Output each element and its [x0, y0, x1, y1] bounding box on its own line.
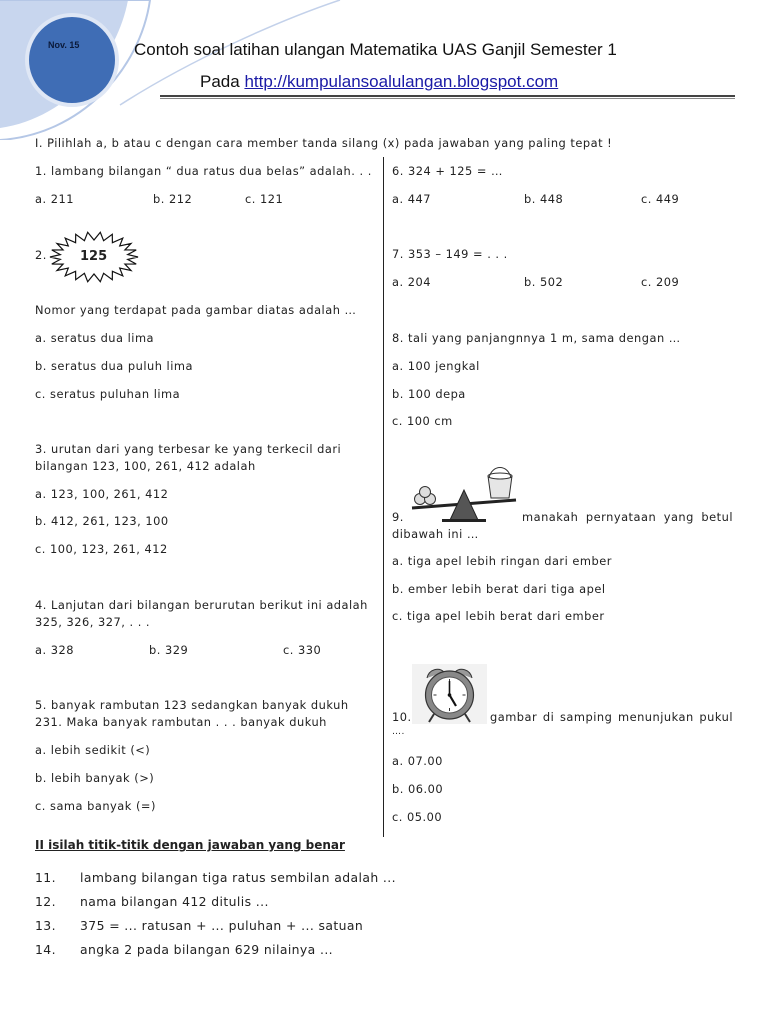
q5-option-a: a. lebih sedikit (<): [35, 743, 151, 757]
q5-option-c: c. sama banyak (=): [35, 799, 156, 813]
document-title: Contoh soal latihan ulangan Matematika UAS Ganjil Semester 1: [134, 40, 617, 59]
q7-option-b: b. 502: [524, 275, 564, 289]
q8-option-b: b. 100 depa: [392, 387, 466, 401]
q2-text: Nomor yang terdapat pada gambar diatas adalah …: [35, 303, 357, 317]
fill-item-number: 14.: [35, 942, 56, 957]
q5-text-line1: 5. banyak rambutan 123 sedangkan banyak dukuh: [35, 698, 349, 712]
q7-option-a: a. 204: [392, 275, 431, 289]
q10-text: gambar di samping menunjukan pukul: [490, 710, 733, 724]
q9-option-c: c. tiga apel lebih berat dari ember: [392, 609, 605, 623]
q1-option-a: a. 211: [35, 192, 74, 206]
header-rule: [160, 95, 735, 99]
header-decoration: [0, 0, 360, 140]
q2-badge-number: 125: [80, 249, 108, 264]
bucket-icon: [488, 468, 512, 499]
q7-text: 7. 353 – 149 = . . .: [392, 247, 508, 261]
fill-item-text: 375 = ... ratusan + ... puluhan + ... satuan: [80, 918, 364, 933]
subtitle-prefix: Pada: [200, 72, 245, 91]
fill-item-text: lambang bilangan tiga ratus sembilan adalah ...: [80, 870, 396, 885]
fill-item-number: 12.: [35, 894, 56, 909]
q6-option-c: c. 449: [641, 192, 680, 206]
q3-option-a: a. 123, 100, 261, 412: [35, 487, 169, 501]
date-badge: Nov. 15: [48, 40, 80, 50]
q4-text-line1: 4. Lanjutan dari bilangan berurutan berikut ini adalah: [35, 598, 368, 612]
q7-option-c: c. 209: [641, 275, 680, 289]
q4-option-b: b. 329: [149, 643, 189, 657]
q1-text: 1. lambang bilangan “ dua ratus dua belas” adalah. . .: [35, 164, 372, 178]
q9-number: 9.: [392, 510, 404, 524]
q8-option-a: a. 100 jengkal: [392, 359, 480, 373]
fill-item-number: 13.: [35, 918, 56, 933]
balance-scale-image: [408, 466, 520, 524]
q1-option-c: c. 121: [245, 192, 284, 206]
q5-text-line2: 231. Maka banyak rambutan . . . banyak dukuh: [35, 715, 327, 729]
q6-text: 6. 324 + 125 = …: [392, 164, 503, 178]
q6-option-b: b. 448: [524, 192, 564, 206]
instructions: I. Pilihlah a, b atau c dengan cara member tanda silang (x) pada jawaban yang paling tepat !: [35, 136, 613, 150]
q5-option-b: b. lebih banyak (>): [35, 771, 155, 785]
q8-option-c: c. 100 cm: [392, 414, 453, 428]
q6-option-a: a. 447: [392, 192, 431, 206]
fill-item-text: nama bilangan 412 ditulis ...: [80, 894, 269, 909]
q10-option-b: b. 06.00: [392, 782, 444, 796]
q8-text: 8. tali yang panjangnnya 1 m, sama dengan …: [392, 331, 681, 345]
section2-heading: II isilah titik-titik dengan jawaban yang benar: [35, 838, 345, 852]
q1-option-b: b. 212: [153, 192, 193, 206]
column-divider: [383, 157, 384, 837]
q2-option-c: c. seratus puluhan lima: [35, 387, 181, 401]
fill-item-text: angka 2 pada bilangan 629 nilainya ...: [80, 942, 334, 957]
q4-text-line2: 325, 326, 327, . . .: [35, 615, 151, 629]
q9-text-line2: dibawah ini …: [392, 527, 479, 541]
q10-option-c: c. 05.00: [392, 810, 443, 824]
document-subtitle: [200, 72, 558, 92]
fill-item-number: 11.: [35, 870, 56, 885]
q3-option-b: b. 412, 261, 123, 100: [35, 514, 169, 528]
q10-number: 10.: [392, 710, 412, 724]
q2-option-a: a. seratus dua lima: [35, 331, 155, 345]
q4-option-a: a. 328: [35, 643, 74, 657]
q9-option-b: b. ember lebih berat dari tiga apel: [392, 582, 606, 596]
q2-number: 2.: [35, 248, 47, 262]
q3-text-line2: bilangan 123, 100, 261, 412 adalah: [35, 459, 256, 473]
q3-option-c: c. 100, 123, 261, 412: [35, 542, 168, 556]
q10-text-line2: ….: [392, 727, 405, 737]
alarm-clock-image: [412, 664, 487, 724]
q9-text: manakah pernyataan yang betul: [522, 510, 733, 524]
q9-option-a: a. tiga apel lebih ringan dari ember: [392, 554, 612, 568]
apple-icon: [415, 487, 436, 505]
q3-text-line1: 3. urutan dari yang terbesar ke yang terkecil dari: [35, 442, 342, 456]
q2-option-b: b. seratus dua puluh lima: [35, 359, 193, 373]
blog-link[interactable]: http://kumpulansoalulangan.blogspot.com: [244, 72, 559, 91]
q10-option-a: a. 07.00: [392, 754, 443, 768]
q4-option-c: c. 330: [283, 643, 322, 657]
